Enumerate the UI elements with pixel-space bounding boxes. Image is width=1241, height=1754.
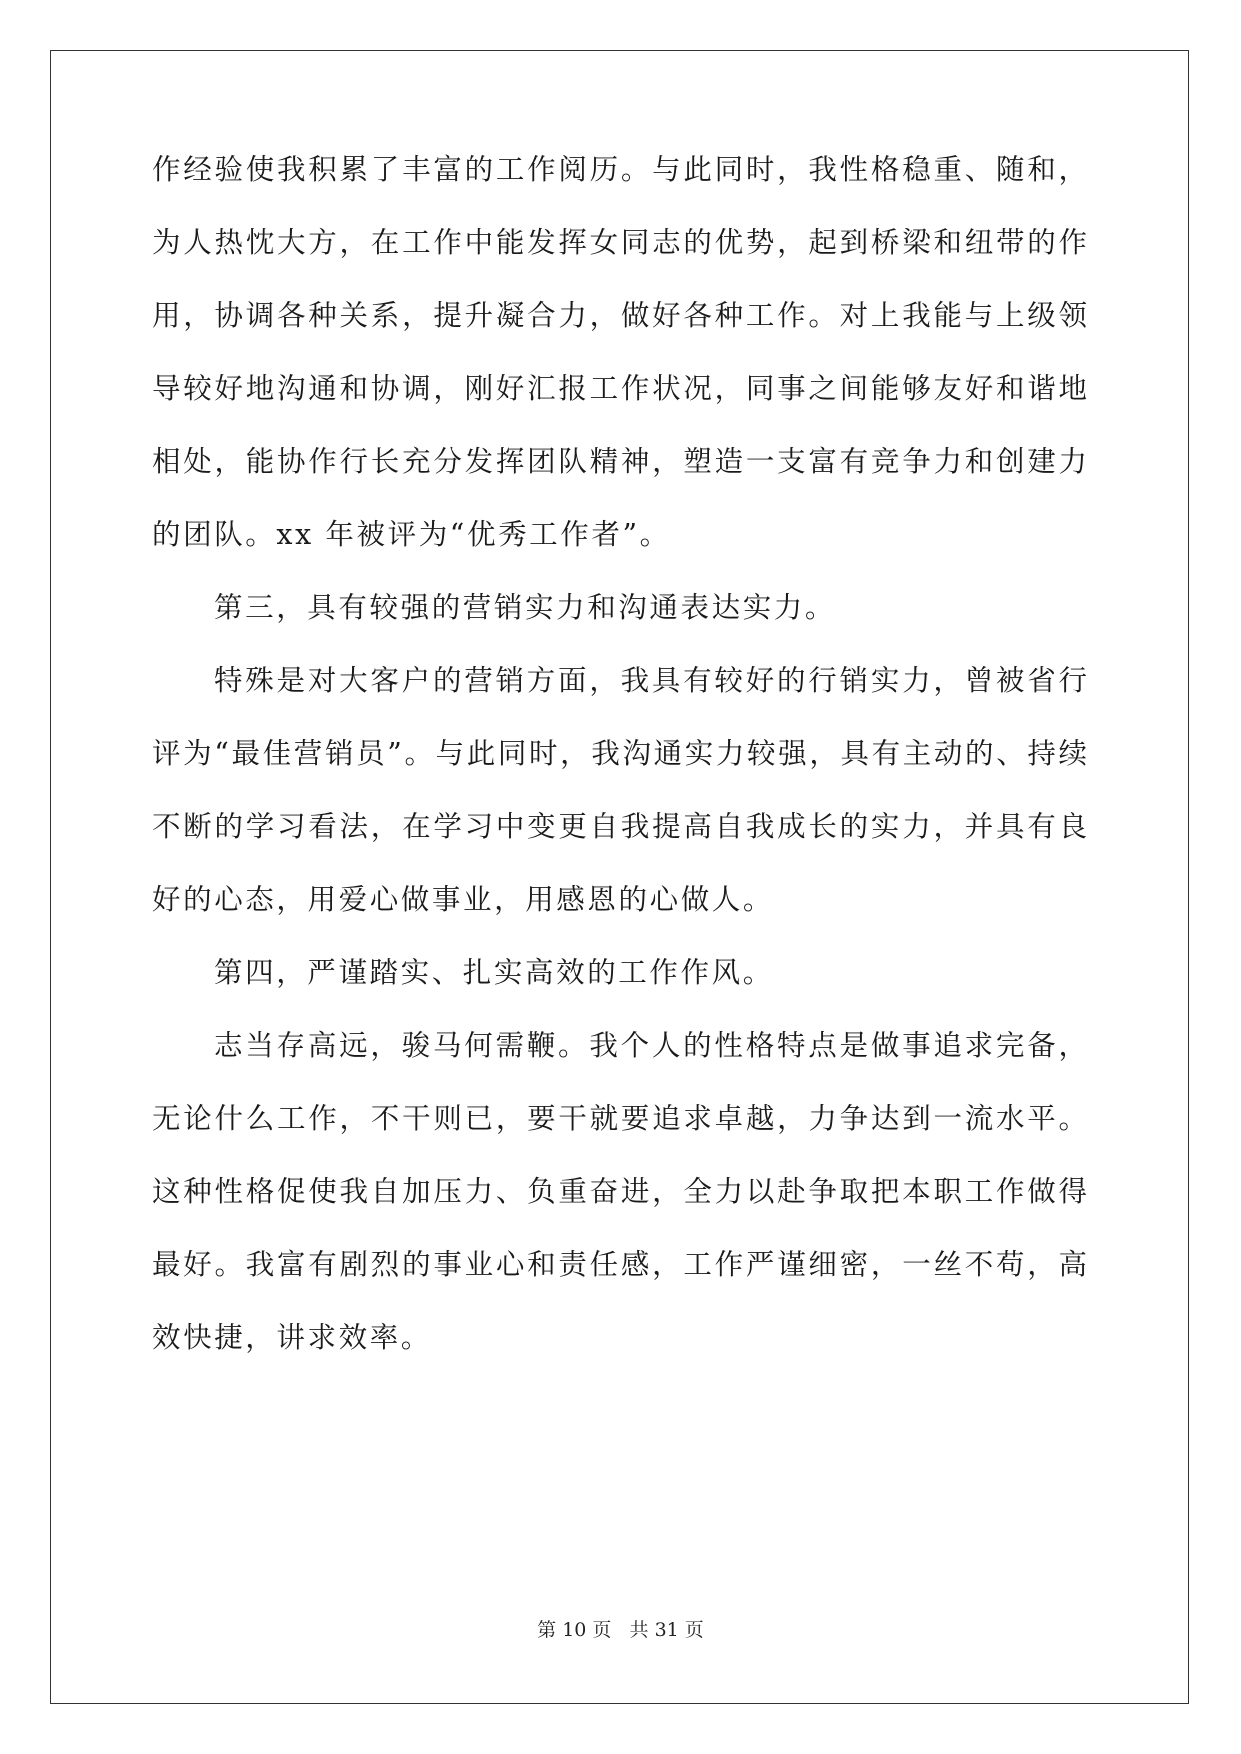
text-line: 作经验使我积累了丰富的工作阅历。与此同时，我性格稳重、随和， — [152, 153, 1087, 186]
text-line: 不断的学习看法，在学习中变更自我提高自我成长的实力，并具有良 — [152, 810, 1087, 843]
text-line: 用，协调各种关系，提升凝合力，做好各种工作。对上我能与上级领 — [152, 299, 1087, 332]
text-line: 为人热忱大方，在工作中能发挥女同志的优势，起到桥梁和纽带的作 — [152, 226, 1087, 259]
text-line: 导较好地沟通和协调，刚好汇报工作状况，同事之间能够友好和谐地 — [152, 372, 1087, 405]
page-number: 第 10 页 共 31 页 — [537, 1619, 704, 1641]
text-line: 无论什么工作，不干则已，要干就要追求卓越，力争达到一流水平。 — [152, 1102, 1087, 1135]
section-heading: 第三，具有较强的营销实力和沟通表达实力。 — [214, 591, 837, 624]
text-line: 特殊是对大客户的营销方面，我具有较好的行销实力，曾被省行 — [214, 664, 1087, 697]
text-line: 效快捷，讲求效率。 — [152, 1321, 432, 1354]
text-line: 相处，能协作行长充分发挥团队精神，塑造一支富有竞争力和创建力 — [152, 445, 1087, 478]
text-line: 志当存高远，骏马何需鞭。我个人的性格特点是做事追求完备， — [214, 1029, 1087, 1062]
text-line: 好的心态，用爱心做事业，用感恩的心做人。 — [152, 883, 775, 916]
text-line: 的团队。xx 年被评为“优秀工作者”。 — [152, 518, 671, 551]
text-line: 这种性格促使我自加压力、负重奋进，全力以赴争取把本职工作做得 — [152, 1175, 1087, 1208]
section-heading: 第四，严谨踏实、扎实高效的工作作风。 — [214, 956, 774, 989]
text-line: 最好。我富有剧烈的事业心和责任感，工作严谨细密，一丝不苟，高 — [152, 1248, 1087, 1281]
text-line: 评为“最佳营销员”。与此同时，我沟通实力较强，具有主动的、持续 — [152, 737, 1087, 770]
